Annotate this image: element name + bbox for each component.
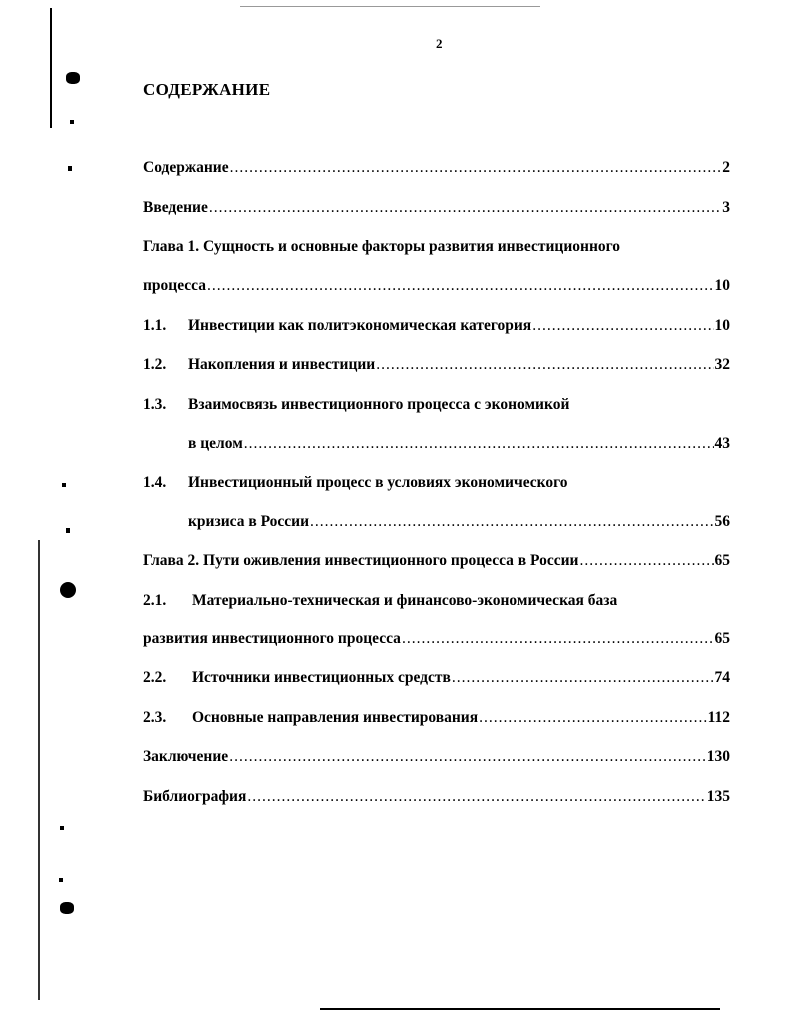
toc-entry-title: Библиография bbox=[143, 788, 247, 805]
toc-entry-page: 135 bbox=[706, 788, 730, 805]
toc-entry bbox=[143, 747, 730, 767]
toc-entry-page: 65 bbox=[714, 630, 730, 647]
toc-entry-number: 1.3. bbox=[143, 396, 167, 413]
dot-leader bbox=[229, 747, 706, 767]
toc-entry-number: 1.4. bbox=[143, 474, 167, 491]
toc-entry-page: 43 bbox=[714, 435, 730, 452]
toc-entry-title: Основные направления инвестирования bbox=[192, 709, 479, 726]
toc-entry bbox=[143, 551, 730, 571]
page-title: СОДЕРЖАНИЕ bbox=[143, 80, 271, 99]
toc-entry-title: кризиса в России bbox=[188, 513, 310, 530]
toc-entry-title: Заключение bbox=[143, 748, 229, 765]
toc-entry-continuation bbox=[143, 629, 730, 649]
dot-leader bbox=[479, 708, 706, 728]
toc-entry-title: Инвестиции как политэкономическая категория bbox=[188, 317, 532, 334]
toc-entry-number: 2.1. bbox=[143, 592, 167, 609]
dot-leader bbox=[579, 551, 713, 571]
toc-entry-title: Источники инвестиционных средств bbox=[192, 669, 451, 686]
toc-entry-page: 32 bbox=[714, 356, 730, 373]
toc-entry bbox=[143, 787, 730, 807]
toc-entry bbox=[143, 316, 730, 336]
toc-entry-title: процесса bbox=[143, 277, 206, 294]
toc-entry bbox=[143, 591, 730, 611]
scan-bottom-line bbox=[320, 1008, 720, 1010]
toc-entry-title: Введение bbox=[143, 199, 208, 216]
toc-entry bbox=[143, 668, 730, 688]
toc-entry-title: Материально-техническая и финансово-экономическая база bbox=[192, 592, 618, 609]
scan-dot bbox=[62, 483, 66, 487]
toc-entry-page: 2 bbox=[722, 159, 730, 176]
dot-leader bbox=[376, 355, 713, 375]
toc-entry-page: 65 bbox=[714, 552, 730, 569]
toc-entry-page: 10 bbox=[714, 317, 730, 334]
scan-dot bbox=[68, 166, 72, 171]
toc-entry-title: Взаимосвязь инвестиционного процесса с экономикой bbox=[188, 396, 570, 413]
dot-leader bbox=[532, 316, 713, 336]
toc-entry-title: Глава 2. Пути оживления инвестиционного процесса в России bbox=[143, 552, 579, 569]
dot-leader bbox=[310, 512, 713, 532]
toc-entry-title: в целом bbox=[188, 435, 243, 452]
toc-entry-number: 1.2. bbox=[143, 356, 167, 373]
page-number: 2 bbox=[436, 36, 443, 51]
dot-leader bbox=[207, 276, 714, 296]
toc-entry-continuation bbox=[143, 276, 730, 296]
toc-entry bbox=[143, 395, 730, 415]
toc-entry bbox=[143, 198, 730, 218]
dot-leader bbox=[452, 668, 714, 688]
toc-entry-number: 2.2. bbox=[143, 669, 167, 686]
toc-entry bbox=[143, 355, 730, 375]
toc-entry-continuation bbox=[143, 434, 730, 454]
scan-left-edge-line bbox=[50, 8, 52, 128]
toc-entry-title: Глава 1. Сущность и основные факторы развития инвестиционного bbox=[143, 238, 621, 255]
toc-entry-number: 1.1. bbox=[143, 317, 167, 334]
dot-leader bbox=[244, 434, 714, 454]
dot-leader bbox=[402, 629, 714, 649]
scan-blot bbox=[60, 902, 74, 914]
toc-entry-page: 130 bbox=[706, 748, 730, 765]
toc-entry-page: 112 bbox=[707, 709, 730, 726]
toc-entry-page: 3 bbox=[722, 199, 730, 216]
toc-entry-number: 2.3. bbox=[143, 709, 167, 726]
toc-entry-continuation bbox=[143, 512, 730, 532]
toc-entry-title: развития инвестиционного процесса bbox=[143, 630, 401, 647]
dot-leader bbox=[209, 198, 721, 218]
scan-dot bbox=[59, 878, 63, 882]
toc-entry-page: 56 bbox=[714, 513, 730, 530]
toc-entry bbox=[143, 158, 730, 178]
dot-leader bbox=[230, 158, 722, 178]
scan-dot bbox=[66, 528, 70, 533]
toc-entry-page: 74 bbox=[714, 669, 730, 686]
toc-entry bbox=[143, 708, 730, 728]
scan-blot bbox=[66, 72, 80, 84]
scan-dot bbox=[60, 826, 64, 830]
scan-top-line bbox=[240, 6, 540, 7]
scan-blot bbox=[60, 582, 76, 598]
toc-entry-title: Содержание bbox=[143, 159, 229, 176]
scan-dot bbox=[70, 120, 74, 124]
toc-entry-title: Накопления и инвестиции bbox=[188, 356, 376, 373]
toc-entry-title: Инвестиционный процесс в условиях экономического bbox=[188, 474, 568, 491]
toc-entry bbox=[143, 237, 730, 257]
scan-left-edge-line bbox=[38, 540, 40, 1000]
toc-entry bbox=[143, 473, 730, 493]
toc-entry-page: 10 bbox=[714, 277, 730, 294]
dot-leader bbox=[247, 787, 705, 807]
